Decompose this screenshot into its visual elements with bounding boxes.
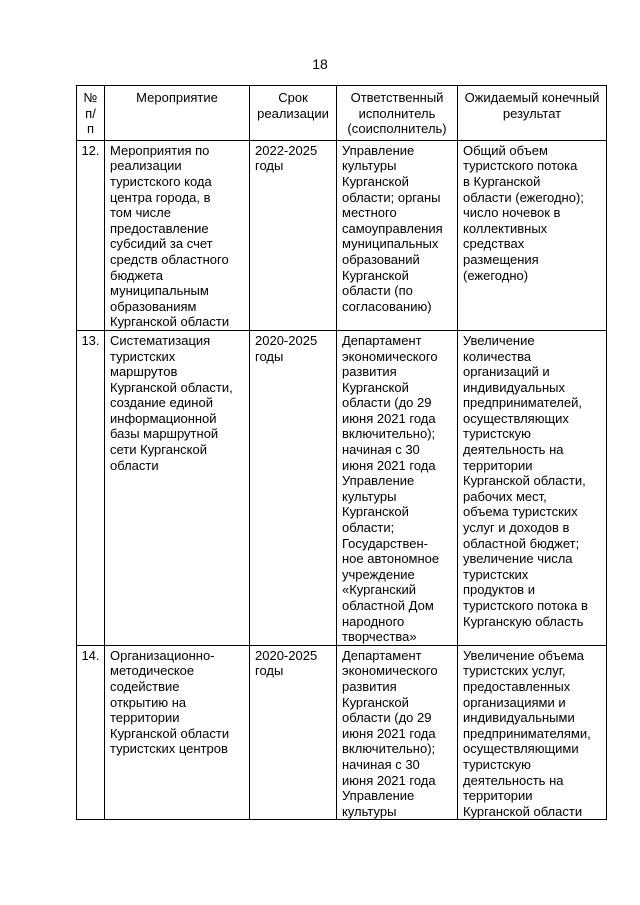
header-responsible-text: Ответственный исполнитель (соисполнитель) — [347, 90, 447, 137]
header-event — [105, 86, 250, 141]
header-period — [250, 86, 337, 141]
row-responsible: Управление культуры Курганской области; органы местного самоуправления муниципальных образований Курганской области (по согласованию) — [342, 142, 443, 314]
table-row — [77, 140, 607, 330]
header-num-text: № п/п — [83, 90, 98, 137]
header-num — [77, 86, 105, 141]
row-event-cell — [105, 330, 250, 645]
row-num: 13. — [81, 332, 100, 348]
row-event: Мероприятия по реализации туристского кода центра города, в том числе предоставление субсидий за счет средств областного бюджета муниципальным образованиям Курганской области — [110, 142, 230, 330]
row-result: Увеличение объема туристских услуг, предоставленных организациями и индивидуальными предпринимателями, осуществляющими туристскую деятельность на территории Курганской области — [463, 647, 591, 819]
row-result-cell — [458, 645, 607, 820]
row-responsible-cell — [337, 140, 458, 330]
row-event: Систематизация туристских маршрутов Курганской области, создание единой информационной базы маршрутной сети Курганской области — [110, 332, 233, 473]
header-result — [458, 86, 607, 141]
row-period: 2020-2025 годы — [255, 647, 318, 679]
table-header-row — [77, 86, 607, 141]
row-period-cell — [250, 140, 337, 330]
row-event-cell — [105, 140, 250, 330]
header-result-text: Ожидаемый конечный результат — [464, 90, 600, 121]
table-row — [77, 330, 607, 645]
row-period: 2020-2025 годы — [255, 332, 318, 364]
row-num: 12. — [81, 142, 100, 158]
row-period-cell — [250, 330, 337, 645]
row-event: Организационно- методическое содействие открытию на территории Курганской области туристских центров — [110, 647, 230, 757]
header-event-text: Мероприятие — [136, 90, 218, 105]
row-num-cell — [77, 140, 105, 330]
row-responsible: Департамент экономического развития Курганской области (до 29 июня 2021 года включительно); начиная с 30 июня 2021 года Управление культуры Курганской области; Государствен- ное автономное учреждение «Курганский областной Дом народного творчества» — [342, 332, 440, 645]
page-number: 18 — [312, 56, 328, 72]
row-responsible: Департамент экономического развития Курганской области (до 29 июня 2021 года включительно); начиная с 30 июня 2021 года Управление культуры — [342, 647, 438, 819]
row-num-cell — [77, 330, 105, 645]
row-period: 2022-2025 годы — [255, 142, 318, 174]
row-result: Увеличение количества организаций и индивидуальных предпринимателей, осуществляющих туристскую деятельность на территории Курганской области, рабочих мест, объема туристских услуг и доходов в областной бюджет; увеличение числа туристских продуктов и туристского потока в Курганскую область — [463, 332, 588, 629]
row-result-cell — [458, 140, 607, 330]
row-num-cell — [77, 645, 105, 820]
row-num: 14. — [81, 647, 100, 663]
row-result: Общий объем туристского потока в Курганской области (ежегодно); число ночевок в коллективных средствах размещения (ежегодно) — [463, 142, 584, 283]
row-result-cell — [458, 330, 607, 645]
row-responsible-cell — [337, 330, 458, 645]
table-row — [77, 645, 607, 820]
header-responsible — [337, 86, 458, 141]
row-responsible-cell — [337, 645, 458, 820]
row-event-cell — [105, 645, 250, 820]
events-table — [76, 85, 607, 820]
row-period-cell — [250, 645, 337, 820]
header-period-text: Срок реализации — [257, 90, 329, 121]
